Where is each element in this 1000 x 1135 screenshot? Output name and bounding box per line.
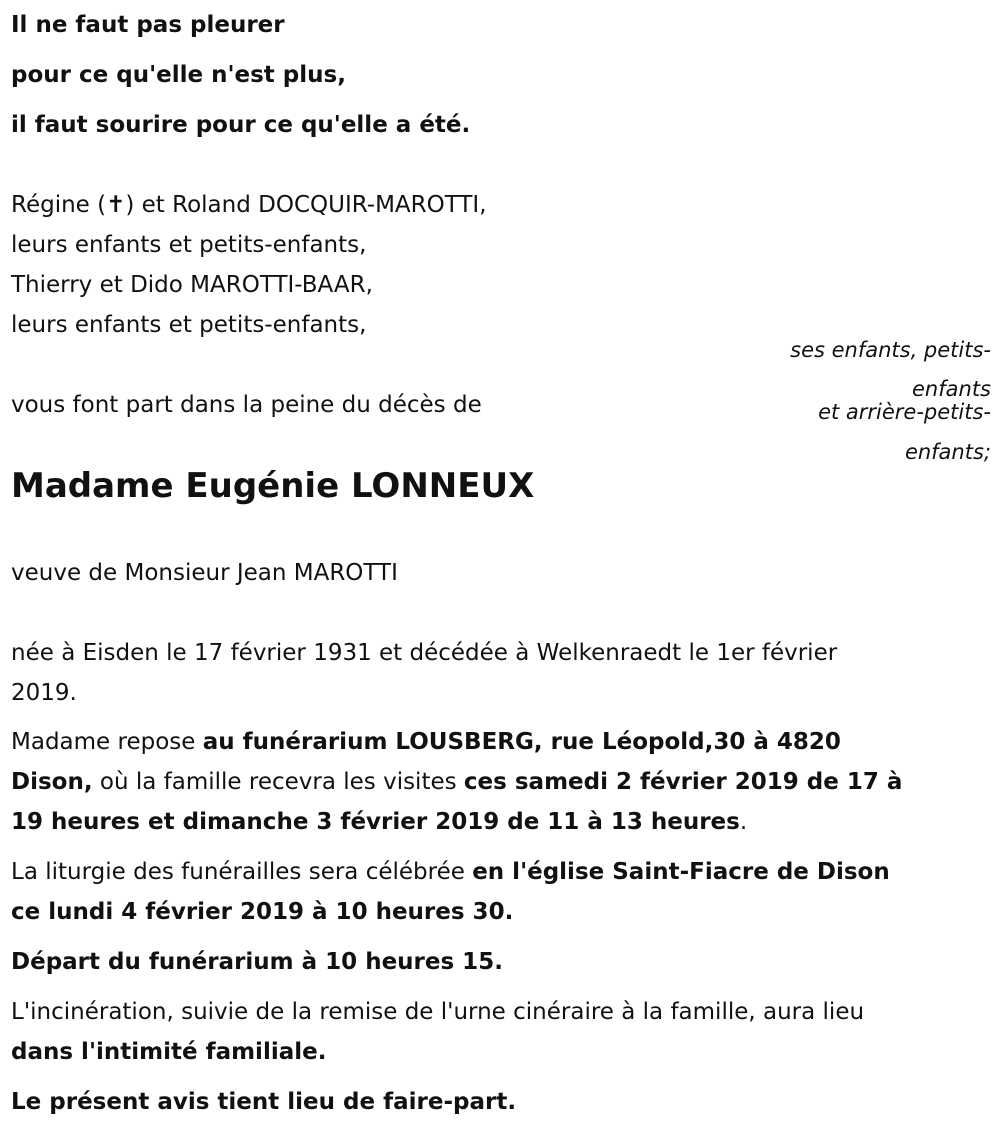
family-line-1: Régine (✝) et Roland DOCQUIR-MAROTTI,	[11, 192, 487, 218]
family-side-line-4: enfants;	[904, 440, 991, 464]
cremation-line-2: dans l'intimité familiale.	[11, 1039, 327, 1065]
cremation-line-1: L'incinération, suivie de la remise de l'urne cinéraire à la famille, aura lieu	[11, 999, 865, 1025]
liturgy-line-1	[11, 852, 890, 892]
quote-line-2: pour ce qu'elle n'est plus,	[11, 62, 346, 88]
deceased-name: Madame Eugénie LONNEUX	[11, 466, 535, 506]
announcement: vous font part dans la peine du décès de	[11, 392, 482, 418]
closing-note: Le présent avis tient lieu de faire-part.	[11, 1089, 517, 1115]
rest-line-2-plain: où la famille recevra les visites	[92, 769, 464, 795]
rest-line-2-bold-b: ces samedi 2 février 2019 de 17 à	[463, 769, 903, 795]
rest-line-1	[11, 722, 841, 762]
departure: Départ du funérarium à 10 heures 15.	[11, 949, 503, 975]
rest-line-3-bold: 19 heures et dimanche 3 février 2019 de 11 à 13 heures	[11, 809, 740, 835]
liturgy-line-1-plain: La liturgie des funérailles sera célébrée	[11, 859, 473, 885]
rest-line-2	[11, 762, 902, 802]
rest-line-3-plain: .	[739, 809, 748, 835]
quote-line-3: il faut sourire pour ce qu'elle a été.	[11, 112, 471, 138]
rest-line-1-bold: au funérarium LOUSBERG, rue Léopold,30 à 4820	[202, 729, 841, 755]
rest-line-1-plain: Madame repose	[11, 729, 203, 755]
family-side-line-3: et arrière-petits-	[818, 400, 991, 424]
birth-death-line-2: 2019.	[11, 680, 77, 706]
family-line-2: leurs enfants et petits-enfants,	[11, 232, 367, 258]
birth-death-line-1: née à Eisden le 17 février 1931 et décédée à Welkenraedt le 1er février	[11, 640, 838, 666]
family-line-4: leurs enfants et petits-enfants,	[11, 312, 367, 338]
liturgy-line-2: ce lundi 4 février 2019 à 10 heures 30.	[11, 899, 514, 925]
family-line-3: Thierry et Dido MAROTTI-BAAR,	[11, 272, 373, 298]
family-side-line-2: enfants	[912, 377, 991, 401]
family-side-line-1: ses enfants, petits-	[790, 338, 991, 362]
widow-of: veuve de Monsieur Jean MAROTTI	[11, 560, 398, 586]
rest-line-2-bold-a: Dison,	[11, 769, 93, 795]
quote-line-1: Il ne faut pas pleurer	[11, 12, 285, 38]
liturgy-line-1-bold: en l'église Saint-Fiacre de Dison	[472, 859, 890, 885]
rest-line-3	[11, 802, 747, 842]
